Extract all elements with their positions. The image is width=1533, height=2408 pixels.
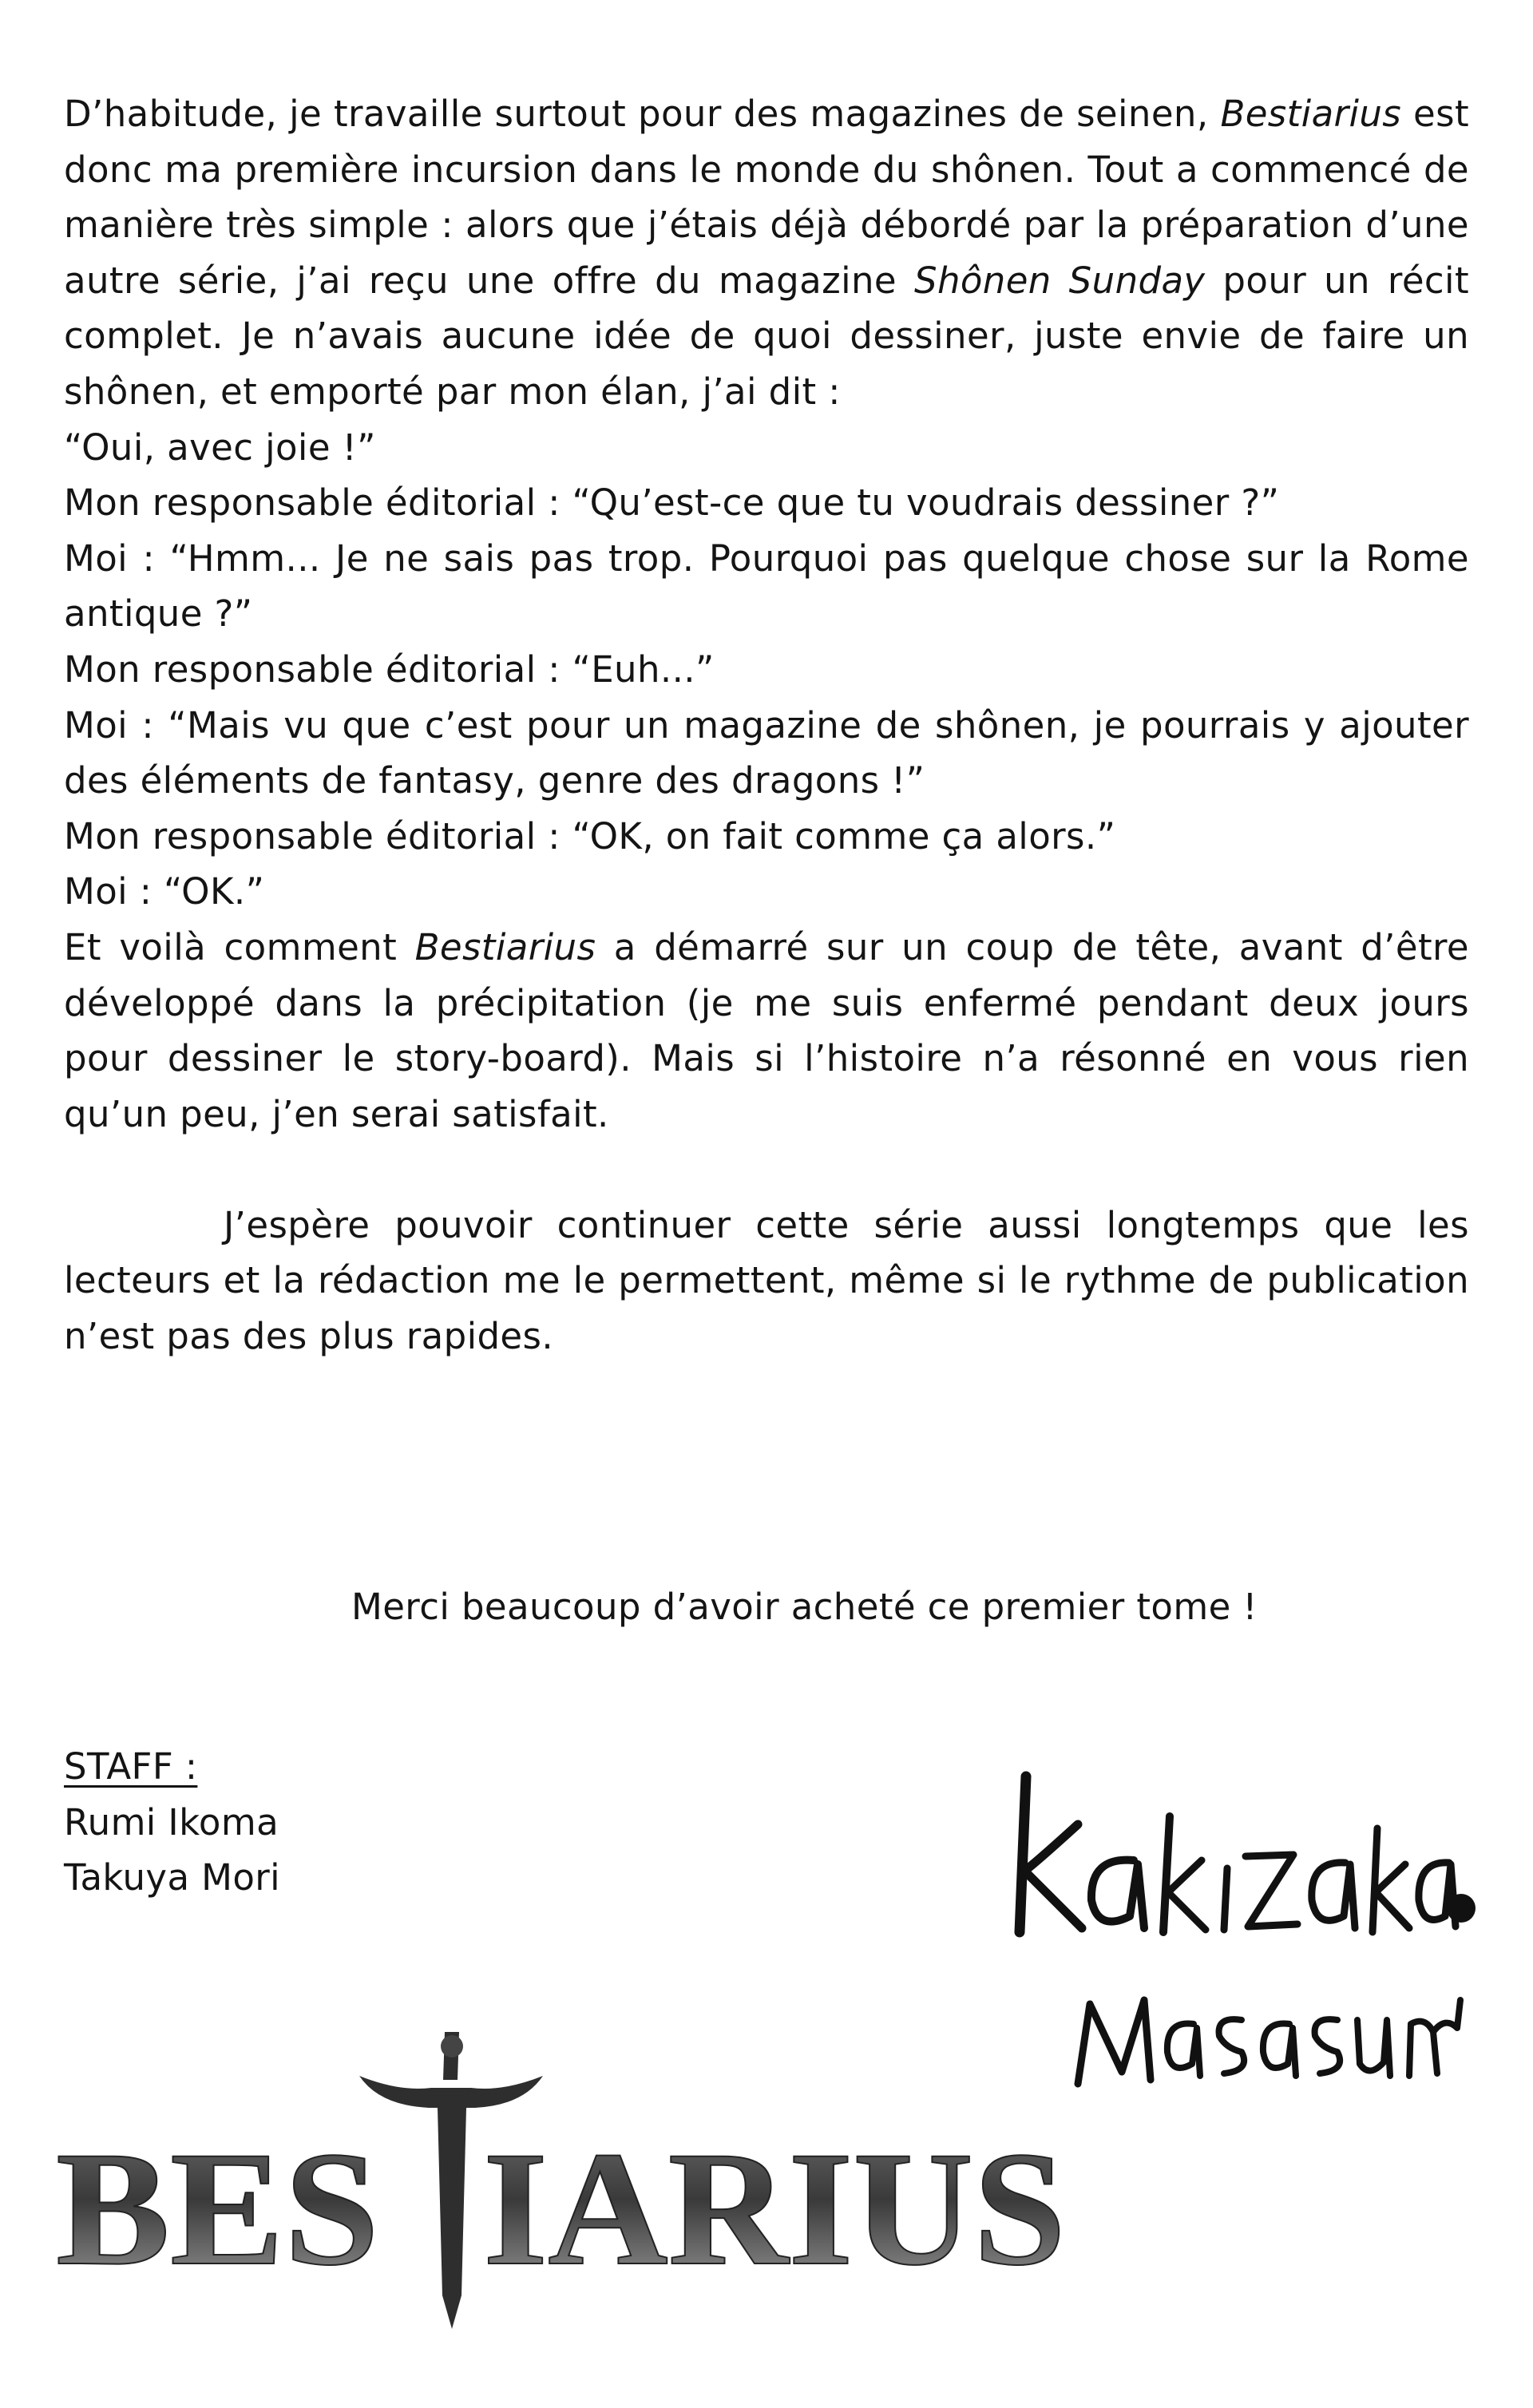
title-italic: Bestiarius [414, 925, 596, 968]
paragraph-text: D’habitude, je travaille surtout pour des magazines de seinen, [64, 93, 1209, 135]
magazine-italic: Shônen Sunday [913, 259, 1206, 302]
bestiarius-logo [56, 2032, 1142, 2335]
paragraph-text: est donc ma première incursion dans le monde du shônen. Tout a commencé de manière très simple : alors que j’étais déjà débordé par la préparation d’une autre série, j’ai reçu une offre du magazine [64, 93, 1469, 302]
staff-member: Takuya Mori [64, 1856, 281, 1899]
logo-artwork [56, 2032, 1142, 2335]
paragraph-text: Et voilà comment [64, 925, 415, 968]
dialogue-line: Mon responsable éditorial : “Qu’est-ce que tu voudrais dessiner ?” [64, 481, 1280, 525]
title-italic: Bestiarius [1220, 93, 1402, 135]
afterword-paragraph-3 [64, 920, 1469, 1142]
staff-member: Rumi Ikoma [64, 1800, 279, 1844]
dialogue-line: Mon responsable éditorial : “OK, on fait comme ça alors.” [64, 814, 1116, 857]
staff-credits [64, 1739, 280, 1906]
dialogue-line: Mon responsable éditorial : “Euh...” [64, 648, 715, 691]
dialogue-line: “Oui, avec joie !” [64, 426, 376, 469]
paragraph-text: pour un récit complet. Je n’avais aucune idée de quoi dessiner, juste envie de faire un shônen, et emporté par mon élan, j’ai dit : [64, 259, 1469, 413]
thanks-line: Merci beaucoup d’avoir acheté ce premier tome ! [351, 1586, 1258, 1628]
dialogue-line: Moi : “Hmm... Je ne sais pas trop. Pourquoi pas quelque chose sur la Rome antique ?” [64, 537, 1469, 636]
afterword-body [64, 86, 1469, 1364]
dialogue-line: Moi : “OK.” [64, 870, 265, 913]
paragraph-gap [64, 1142, 1469, 1198]
dialogue-line: Moi : “Mais vu que c’est pour un magazine de shônen, je pourrais y ajouter des éléments de fantasy, genre des dragons !” [64, 703, 1469, 802]
paragraph-text: a démarré sur un coup de tête, avant d’être développé dans la précipitation (je me suis enfermé pendant deux jours pour dessiner le story-board). Mais si l’histoire n’a résonné en vous rien qu’un peu, j’en serai satisfait. [64, 925, 1469, 1135]
afterword-paragraph-1 [64, 86, 1469, 420]
svg-text:BES: BES [56, 2118, 379, 2299]
svg-text:IARIUS: IARIUS [483, 2118, 1066, 2299]
afterword-paragraph-4: J’espère pouvoir continuer cette série aussi longtemps que les lecteurs et la rédaction me le permettent, même si le rythme de publication n’est pas des plus rapides. [64, 1203, 1469, 1358]
staff-heading: STAFF : [64, 1745, 198, 1788]
